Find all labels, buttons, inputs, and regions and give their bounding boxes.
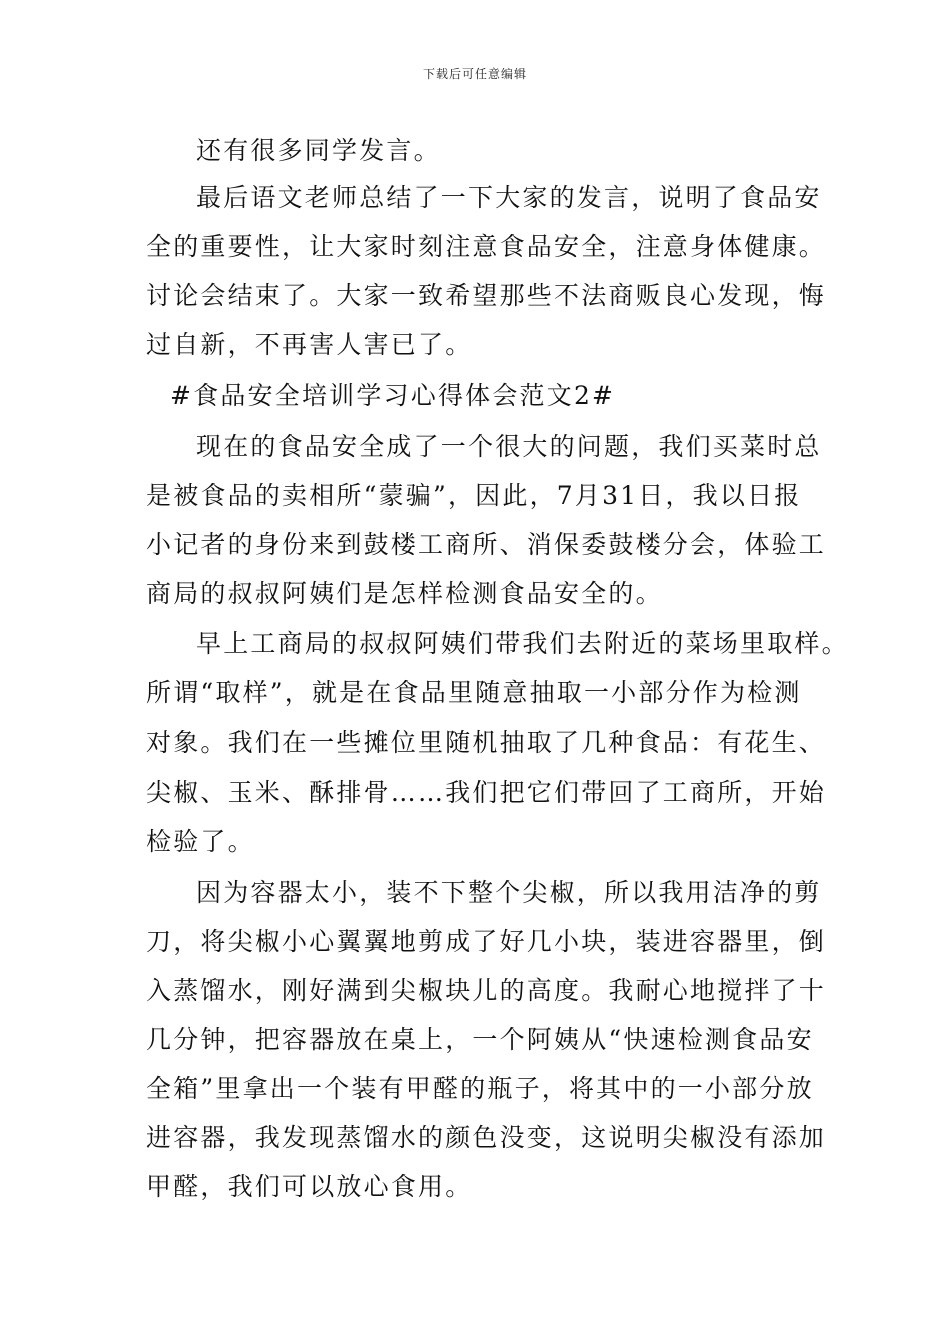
text-line: 最后语文老师总结了一下大家的发言，说明了食品安 xyxy=(196,183,822,212)
text-line: 尖椒、玉米、酥排骨……我们把它们带回了工商所，开始 xyxy=(146,778,827,807)
text-line: 刀，将尖椒小心翼翼地剪成了好几小块，装进容器里，倒 xyxy=(146,927,827,956)
text-line: 全箱”里拿出一个装有甲醛的瓶子，将其中的一小部分放 xyxy=(146,1074,814,1103)
text-line: 全的重要性，让大家时刻注意食品安全，注意身体健康。 xyxy=(146,232,827,261)
text-line: 小记者的身份来到鼓楼工商所、消保委鼓楼分会，体验工 xyxy=(146,530,827,559)
text-line: 讨论会结束了。大家一致希望那些不法商贩良心发现，悔 xyxy=(146,281,827,310)
text-line: 检验了。 xyxy=(146,827,255,856)
text-line: 进容器，我发现蒸馏水的颜色没变，这说明尖椒没有添加 xyxy=(146,1123,827,1152)
text-line: 过自新，不再害人害已了。 xyxy=(146,330,473,359)
text-line: 早上工商局的叔叔阿姨们带我们去附近的菜场里取样。 xyxy=(196,629,849,658)
text-line: 几分钟，把容器放在桌上，一个阿姨从“快速检测食品安 xyxy=(146,1025,814,1054)
text-line: 商局的叔叔阿姨们是怎样检测食品安全的。 xyxy=(146,579,663,608)
page-header: 下载后可任意编辑 xyxy=(422,67,527,81)
text-line: 现在的食品安全成了一个很大的问题，我们买菜时总 xyxy=(196,432,822,461)
text-line: 因为容器太小，装不下整个尖椒，所以我用洁净的剪 xyxy=(196,878,822,907)
text-line: 甲醛，我们可以放心食用。 xyxy=(146,1172,473,1201)
text-line: 对象。我们在一些摊位里随机抽取了几种食品：有花生、 xyxy=(146,728,827,757)
section-heading: #食品安全培训学习心得体会范文2# xyxy=(170,381,616,410)
text-line: 所谓“取样”，就是在食品里随意抽取一小部分作为检测 xyxy=(146,678,802,707)
text-line: 是被食品的卖相所“蒙骗”，因此，7月31日，我以日报 xyxy=(146,481,802,510)
text-line: 入蒸馏水，刚好满到尖椒块儿的高度。我耐心地搅拌了十 xyxy=(146,976,827,1005)
text-line: 还有很多同学发言。 xyxy=(196,136,441,165)
